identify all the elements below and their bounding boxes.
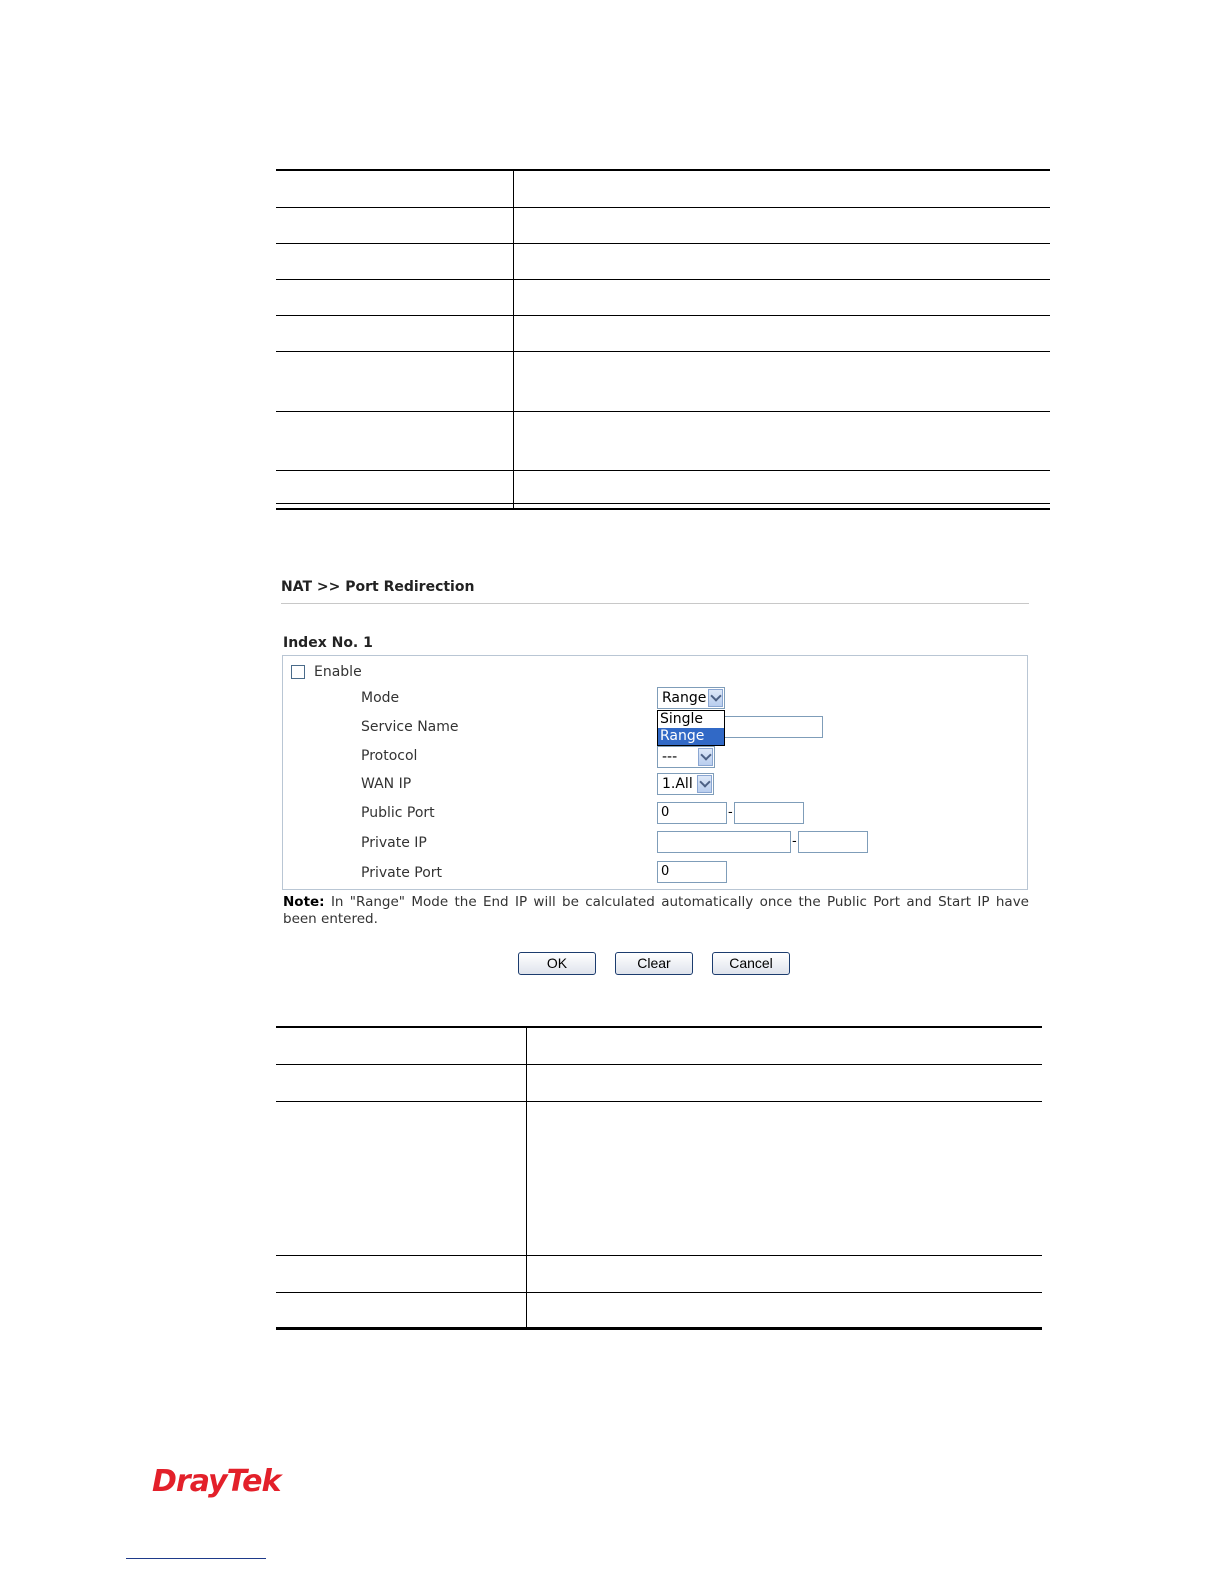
draytek-logo: DrayTek [152,1464,281,1499]
footer-divider [126,1558,266,1559]
private-ip-start-input[interactable] [657,831,791,853]
doc-table-bottom [276,1026,1042,1330]
note-text [283,894,1029,928]
mode-option-range[interactable]: Range [658,728,724,745]
cancel-button[interactable]: Cancel [712,952,790,975]
table-row [276,1102,1042,1256]
table-row [276,471,1050,504]
chevron-down-icon[interactable] [697,775,712,793]
enable-row [291,664,362,680]
table-row [276,1065,1042,1102]
mode-select[interactable] [657,687,725,709]
doc-table-top [276,169,1050,510]
index-title: Index No. 1 [283,635,373,651]
table-row [276,280,1050,316]
table-row [276,171,1050,208]
chevron-down-icon[interactable] [708,689,723,707]
protocol-select-value: --- [662,749,678,765]
table-row [276,352,1050,412]
table-row [276,412,1050,471]
enable-checkbox[interactable] [291,665,305,679]
table-row [276,316,1050,352]
mode-select-value: Range [662,690,707,706]
table-row [276,1028,1042,1065]
private-ip-label: Private IP [361,835,427,851]
protocol-label: Protocol [361,748,418,764]
table-column-divider [513,171,514,508]
note-body: In "Range" Mode the End IP will be calculated automatically once the Public Port and Start IP have been entered. [283,894,1029,927]
breadcrumb-divider [281,603,1029,604]
clear-button[interactable]: Clear [615,952,693,975]
mode-option-single[interactable]: Single [660,711,704,727]
note-label: Note: [283,894,325,910]
breadcrumb: NAT >> Port Redirection [281,579,475,595]
protocol-select[interactable] [657,746,715,768]
mode-dropdown-list [657,710,725,746]
public-port-end-input[interactable] [734,802,804,824]
private-port-label: Private Port [361,865,443,881]
table-column-divider [526,1028,527,1328]
table-row [276,208,1050,244]
wan-ip-label: WAN IP [361,776,412,792]
table-row [276,1293,1042,1328]
private-port-input[interactable]: 0 [657,861,727,883]
ok-button[interactable]: OK [518,952,596,975]
chevron-down-icon[interactable] [698,748,713,766]
public-port-label: Public Port [361,805,435,821]
range-dash: - [728,805,733,820]
enable-label: Enable [314,664,362,680]
table-row [276,1256,1042,1293]
public-port-start-input[interactable]: 0 [657,802,727,824]
mode-label: Mode [361,690,400,706]
private-ip-end-input[interactable] [798,831,868,853]
range-dash: - [792,834,797,849]
service-name-label: Service Name [361,719,459,735]
table-row [276,244,1050,280]
wan-ip-select[interactable] [657,773,714,795]
wan-ip-select-value: 1.All [662,776,693,792]
